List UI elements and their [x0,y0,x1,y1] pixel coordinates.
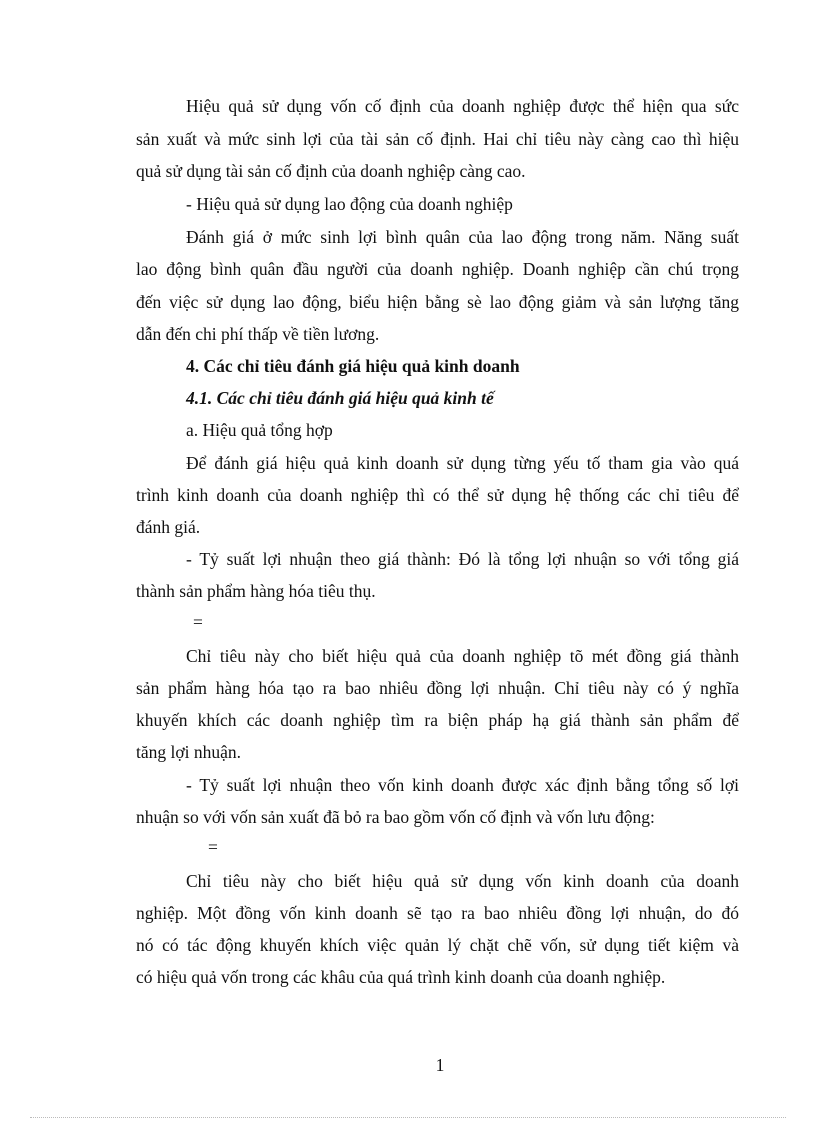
paragraph-line: quả sử dụng tài sản cố định của doanh nghiệp càng cao. [136,161,526,181]
paragraph-line: lao động bình quân đầu người của doanh nghiệp. Doanh nghiệp cần chú trọng [136,259,739,279]
paragraph-line: Chỉ tiêu này cho biết hiệu quả của doanh nghiệp tõ mét đồng giá thành [186,646,739,666]
paragraph-line: - Hiệu quả sử dụng lao động của doanh nghiệp [186,194,513,214]
subsection-heading: 4.1. Các chỉ tiêu đánh giá hiệu quả kinh tế [186,388,494,408]
paragraph-line: - Tỷ suất lợi nhuận theo vốn kinh doanh được xác định bằng tổng số lợi [186,775,739,795]
formula-equals: = [208,837,218,857]
page-bottom-rule [30,1117,786,1118]
paragraph-line: khuyến khích các doanh nghiệp tìm ra biện pháp hạ giá thành sản phẩm để [136,710,739,730]
paragraph-line: trình kinh doanh của doanh nghiệp thì có thể sử dụng hệ thống các chỉ tiêu để [136,485,739,505]
paragraph-line: Hiệu quả sử dụng vốn cố định của doanh nghiệp được thể hiện qua sức [186,96,739,116]
paragraph-line: a. Hiệu quả tổng hợp [186,420,333,440]
page-number: 1 [435,1055,445,1075]
paragraph-line: có hiệu quả vốn trong các khâu của quá trình kinh doanh của doanh nghiệp. [136,967,666,987]
paragraph-line: đến việc sử dụng lao động, biểu hiện bằng sè lao động giảm và sản lượng tăng [136,292,739,312]
paragraph-line: sản phẩm hàng hóa tạo ra bao nhiêu đồng lợi nhuận. Chỉ tiêu này có ý nghĩa [136,678,739,698]
paragraph-line: Chỉ tiêu này cho biết hiệu quả sử dụng vốn kinh doanh của doanh [186,871,739,891]
paragraph-line: - Tỷ suất lợi nhuận theo giá thành: Đó là tổng lợi nhuận so với tổng giá [186,549,739,569]
paragraph-line: Đánh giá ở mức sinh lợi bình quân của lao động trong năm. Năng suất [186,227,739,247]
paragraph-line: nó có tác động khuyến khích việc quản lý chặt chẽ vốn, sử dụng tiết kiệm và [136,935,739,955]
paragraph-line: nhuận so với vốn sản xuất đã bỏ ra bao gồm vốn cố định và vốn lưu động: [136,807,655,827]
formula-equals: = [193,612,203,632]
paragraph-line: tăng lợi nhuận. [136,742,241,762]
paragraph-line: thành sản phẩm hàng hóa tiêu thụ. [136,581,376,601]
paragraph-line: sản xuất và mức sinh lợi của tài sản cố định. Hai chỉ tiêu này càng cao thì hiệu [136,129,739,149]
paragraph-line: Để đánh giá hiệu quả kinh doanh sử dụng từng yếu tố tham gia vào quá [186,453,739,473]
paragraph-line: nghiệp. Một đồng vốn kinh doanh sẽ tạo ra bao nhiêu đồng lợi nhuận, do đó [136,903,739,923]
paragraph-line: dẫn đến chi phí thấp về tiền lương. [136,324,380,344]
section-heading: 4. Các chỉ tiêu đánh giá hiệu quả kinh doanh [186,356,520,376]
paragraph-line: đánh giá. [136,517,201,537]
